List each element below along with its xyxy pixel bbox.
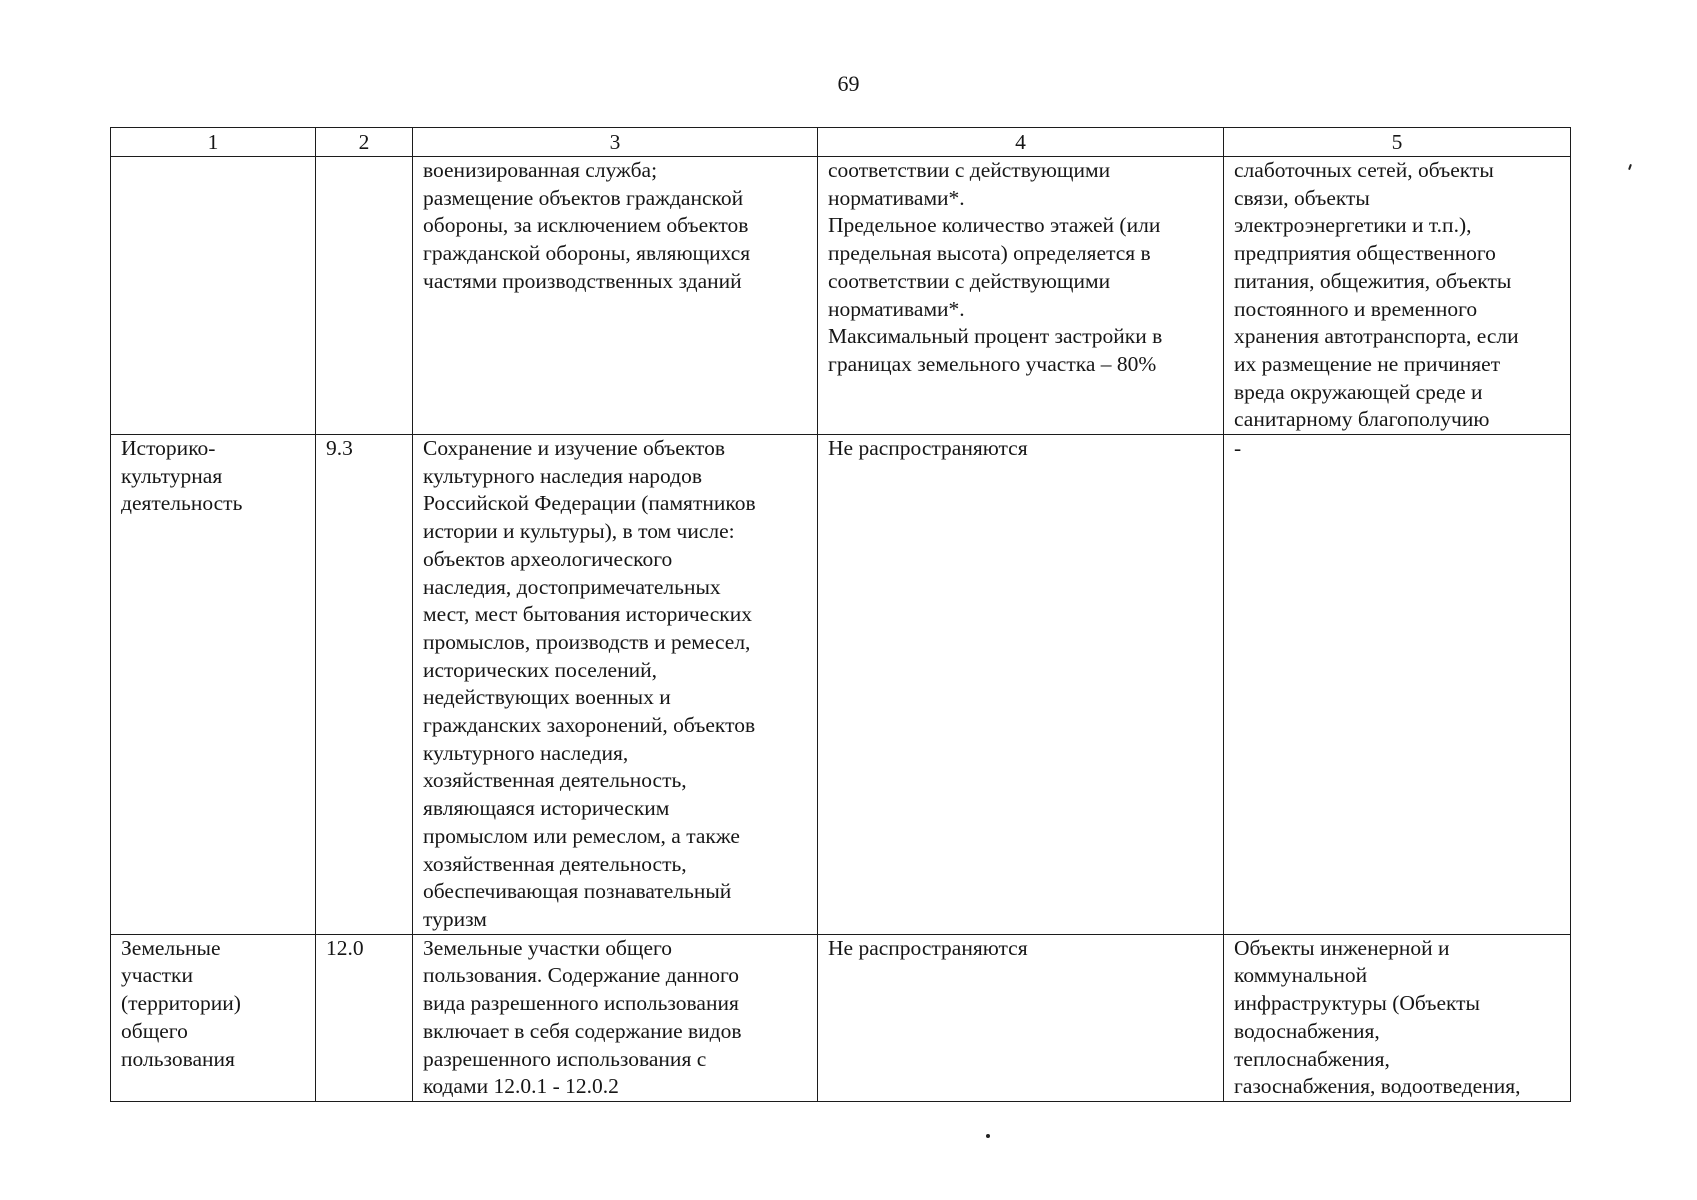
parameters-text: соответствии с действующими нормативами*. Предельное количество этажей (или предельная высота) определяется в соответствии с действующими нормативами*. Максимальный процент застройки в границах земельного участка – 80% bbox=[828, 158, 1163, 376]
use-description-cell bbox=[413, 934, 818, 1101]
column-header-4: 4 bbox=[818, 128, 1224, 157]
zoning-table bbox=[110, 127, 1571, 1102]
column-header-1: 1 bbox=[111, 128, 316, 157]
use-type-name-cell bbox=[111, 934, 316, 1101]
column-header-5: 5 bbox=[1224, 128, 1571, 157]
parameters-cell bbox=[818, 157, 1224, 435]
parameters-cell bbox=[818, 435, 1224, 935]
use-description: Сохранение и изучение объектов культурного наследия народов Российской Федерации (памятников истории и культуры), в том числе: объектов археологического наследия, достопримечательных мест, мест бытования исторических промыслов, производств и ремесел, исторических поселений, недействующих военных и гражданских захоронений, объектов культурного наследия, хозяйственная деятельность, являющаяся историческим промыслом или ремеслом, а также хозяйственная деятельность, обеспечивающая познавательный туризм bbox=[423, 436, 756, 931]
parameters-cell bbox=[818, 934, 1224, 1101]
auxiliary-uses-cell bbox=[1224, 934, 1571, 1101]
auxiliary-uses-cell bbox=[1224, 435, 1571, 935]
auxiliary-uses-text: Объекты инженерной и коммунальной инфраструктуры (Объекты водоснабжения, теплоснабжения, газоснабжения, водоотведения, bbox=[1234, 935, 1521, 1099]
auxiliary-uses-text: слаботочных сетей, объекты связи, объекты электроэнергетики и т.п.), предприятия общественного питания, общежития, объекты постоянного и временного хранения автотранспорта, если их размещение не причиняет вреда окружающей среде и санитарному благополучию bbox=[1234, 158, 1519, 432]
use-type-code-cell bbox=[316, 934, 413, 1101]
use-type-code: 9.3 bbox=[326, 436, 353, 461]
page-number: 69 bbox=[837, 71, 860, 96]
table-header-row bbox=[111, 128, 1571, 157]
auxiliary-uses-text: - bbox=[1234, 436, 1242, 461]
use-description: Земельные участки общего пользования. Содержание данного вида разрешенного использования включает в себя содержание видов разрешенного использования с кодами 12.0.1 - 12.0.2 bbox=[423, 935, 742, 1099]
use-description-cell bbox=[413, 157, 818, 435]
scan-speck bbox=[1628, 164, 1632, 170]
auxiliary-uses-cell bbox=[1224, 157, 1571, 435]
table-row bbox=[111, 934, 1571, 1101]
parameters-text: Не распространяются bbox=[828, 436, 1028, 461]
use-description-cell bbox=[413, 435, 818, 935]
parameters-text: Не распространяются bbox=[828, 935, 1028, 960]
column-header-3: 3 bbox=[413, 128, 818, 157]
use-type-name: Историко- культурная деятельность bbox=[121, 436, 243, 516]
use-type-name-cell bbox=[111, 435, 316, 935]
use-type-code-cell bbox=[316, 435, 413, 935]
use-type-name-cell bbox=[111, 157, 316, 435]
table-row bbox=[111, 157, 1571, 435]
use-description: военизированная служба; размещение объектов гражданской обороны, за исключением объектов гражданской обороны, являющихся частями производственных зданий bbox=[423, 158, 751, 293]
scan-speck bbox=[986, 1134, 990, 1138]
use-type-name: Земельные участки (территории) общего пользования bbox=[121, 935, 241, 1071]
column-header-2: 2 bbox=[316, 128, 413, 157]
use-type-code: 12.0 bbox=[326, 935, 364, 960]
use-type-code-cell bbox=[316, 157, 413, 435]
table-row bbox=[111, 435, 1571, 935]
